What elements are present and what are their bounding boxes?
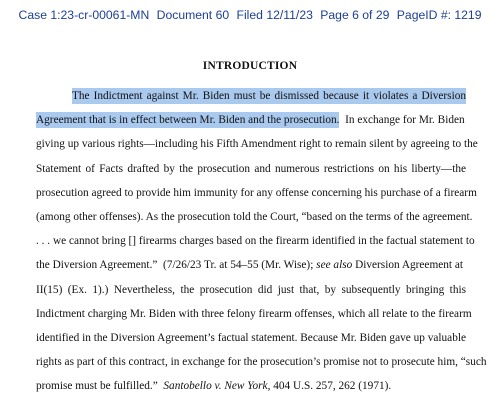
text-line: II(15) (Ex. 1).) Nevertheless, the prosecution did just that, by subsequently bringing this: [36, 283, 466, 296]
text-line: . . . we cannot bring [] firearms charges based on the firearm identified in the factual statement to: [36, 235, 475, 248]
text-span: In exchange for Mr. Biden: [339, 114, 465, 127]
text-line: identified in the Diversion Agreement’s factual statement. Because Mr. Biden gave up valuable: [36, 331, 466, 344]
page-id: PageID #: 1219: [396, 8, 482, 22]
text-line: Statement of Facts drafted by the prosecution and numerous restrictions on his liberty—the: [36, 162, 466, 175]
text-span: , 404 U.S. 257, 262 (1971).: [267, 380, 392, 393]
text-line: [36, 374, 466, 398]
text-line: [36, 253, 466, 277]
case-header: [0, 8, 500, 22]
filed-date: Filed 12/11/23: [236, 8, 313, 22]
text-line: prosecution agreed to provide him immunity for any offense concerning his purchase of a firearm: [36, 186, 477, 199]
body-text: [36, 84, 487, 398]
text-line: (among other offenses). As the prosecution told the Court, “based on the terms of the agreement.: [36, 210, 473, 223]
text-span: Diversion Agreement at: [352, 259, 464, 272]
text-line: [36, 108, 466, 132]
text-line: [36, 84, 466, 108]
signal-text: see also: [316, 259, 353, 272]
document-number: Document 60: [156, 8, 230, 22]
page-number: Page 6 of 29: [320, 8, 390, 22]
text-line: giving up various rights—including his Fifth Amendment right to remain silent by agreeing to the: [36, 138, 478, 151]
section-title: INTRODUCTION: [202, 60, 298, 72]
text-line: rights as part of this contract, in exchange for the prosecution’s promise not to prosecute him, “such: [36, 356, 487, 369]
highlighted-text: The Indictment against Mr. Biden must be dismissed because it violates a Diversion: [72, 90, 466, 102]
case-number: Case 1:23-cr-00061-MN: [18, 8, 150, 22]
text-span: the Diversion Agreement.” (7/26/23 Tr. at 54–55 (Mr. Wise);: [36, 259, 317, 272]
text-span: promise must be fulfilled.”: [36, 380, 164, 393]
case-citation: Santobello v. New York: [163, 380, 268, 393]
highlighted-text: Agreement that is in effect between Mr. Biden and the prosecution.: [36, 114, 340, 127]
text-line: Indictment charging Mr. Biden with three felony firearm offenses, which all relate to the firearm: [36, 307, 472, 320]
